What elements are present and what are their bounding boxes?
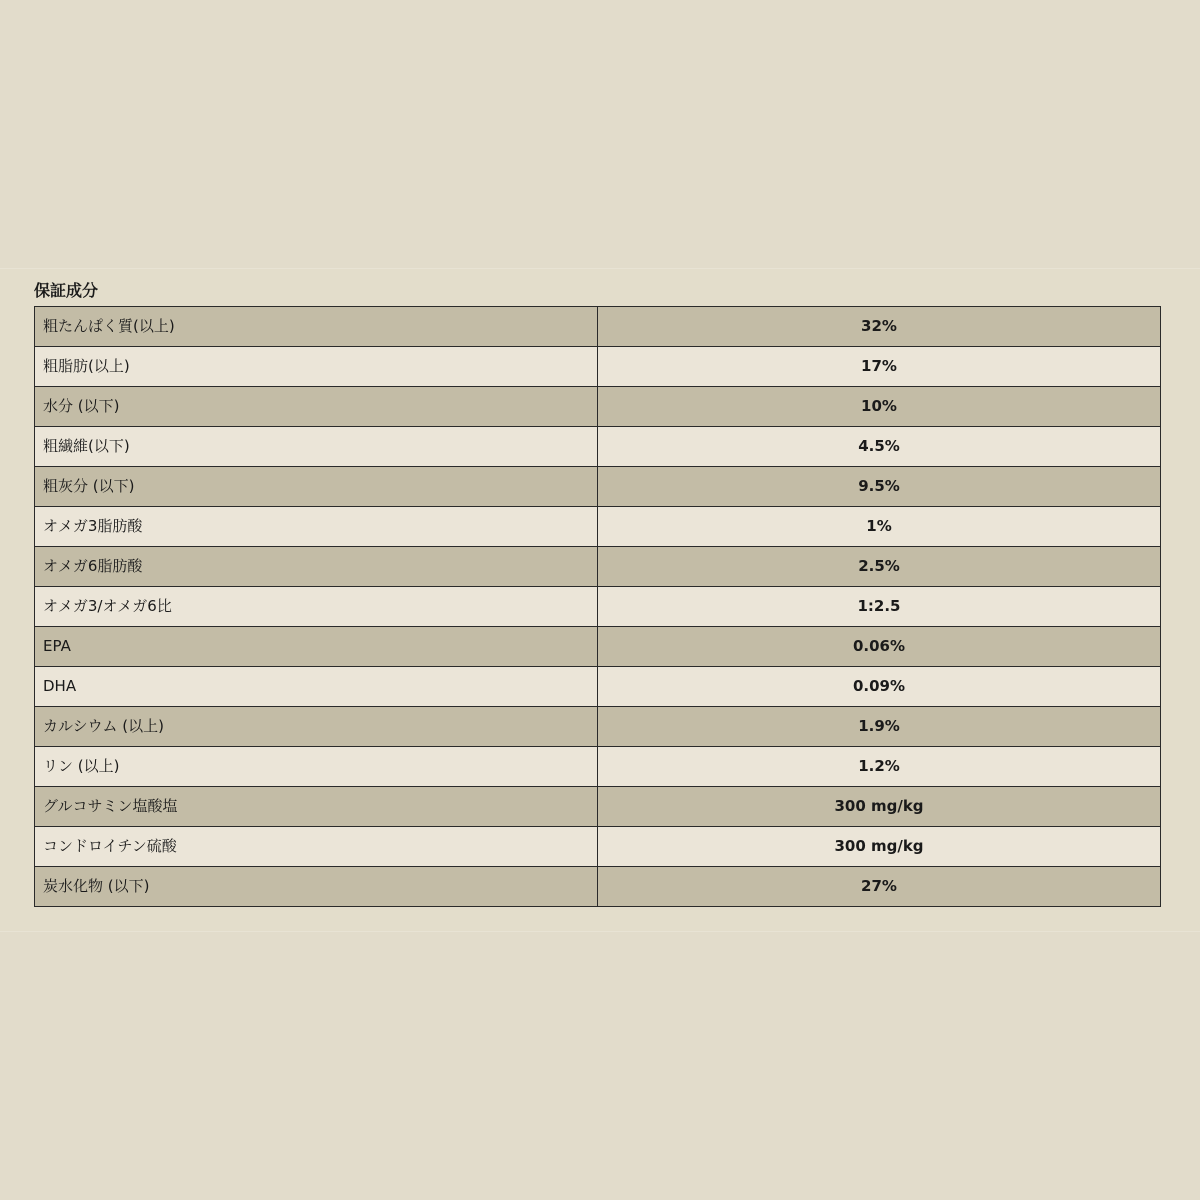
- table-row: [35, 627, 1161, 667]
- guaranteed-analysis-table: [34, 306, 1161, 907]
- table-row: [35, 507, 1161, 547]
- table-row: [35, 787, 1161, 827]
- nutrient-value: 27%: [598, 867, 1161, 907]
- nutrient-label: グルコサミン塩酸塩: [35, 787, 598, 827]
- table-row: [35, 387, 1161, 427]
- nutrient-label: 水分 (以下): [35, 387, 598, 427]
- nutrient-value: 32%: [598, 307, 1161, 347]
- table-row: [35, 707, 1161, 747]
- table-row: [35, 427, 1161, 467]
- table-row: [35, 867, 1161, 907]
- table-row: [35, 547, 1161, 587]
- nutrient-value: 300 mg/kg: [598, 827, 1161, 867]
- nutrient-label: 粗繊維(以下): [35, 427, 598, 467]
- table-row: [35, 467, 1161, 507]
- nutrient-value: 17%: [598, 347, 1161, 387]
- table-row: [35, 587, 1161, 627]
- table-row: [35, 667, 1161, 707]
- nutrient-label: 粗たんぱく質(以上): [35, 307, 598, 347]
- nutrient-value: 0.06%: [598, 627, 1161, 667]
- nutrient-label: オメガ6脂肪酸: [35, 547, 598, 587]
- nutrient-label: EPA: [35, 627, 598, 667]
- nutrient-value: 1.9%: [598, 707, 1161, 747]
- nutrient-label: DHA: [35, 667, 598, 707]
- nutrient-label: リン (以上): [35, 747, 598, 787]
- nutrient-value: 1%: [598, 507, 1161, 547]
- nutrient-label: オメガ3脂肪酸: [35, 507, 598, 547]
- table-row: [35, 347, 1161, 387]
- nutrient-value: 0.09%: [598, 667, 1161, 707]
- nutrient-label: 炭水化物 (以下): [35, 867, 598, 907]
- section-title: 保証成分: [34, 281, 99, 300]
- nutrient-value: 1.2%: [598, 747, 1161, 787]
- nutrient-label: オメガ3/オメガ6比: [35, 587, 598, 627]
- nutrient-value: 300 mg/kg: [598, 787, 1161, 827]
- nutrient-label: 粗灰分 (以下): [35, 467, 598, 507]
- nutrient-value: 9.5%: [598, 467, 1161, 507]
- table-row: [35, 827, 1161, 867]
- nutrient-label: コンドロイチン硫酸: [35, 827, 598, 867]
- nutrient-label: 粗脂肪(以上): [35, 347, 598, 387]
- table-row: [35, 307, 1161, 347]
- nutrient-value: 1:2.5: [598, 587, 1161, 627]
- nutrient-value: 10%: [598, 387, 1161, 427]
- nutrient-value: 2.5%: [598, 547, 1161, 587]
- nutrient-value: 4.5%: [598, 427, 1161, 467]
- table-row: [35, 747, 1161, 787]
- nutrient-label: カルシウム (以上): [35, 707, 598, 747]
